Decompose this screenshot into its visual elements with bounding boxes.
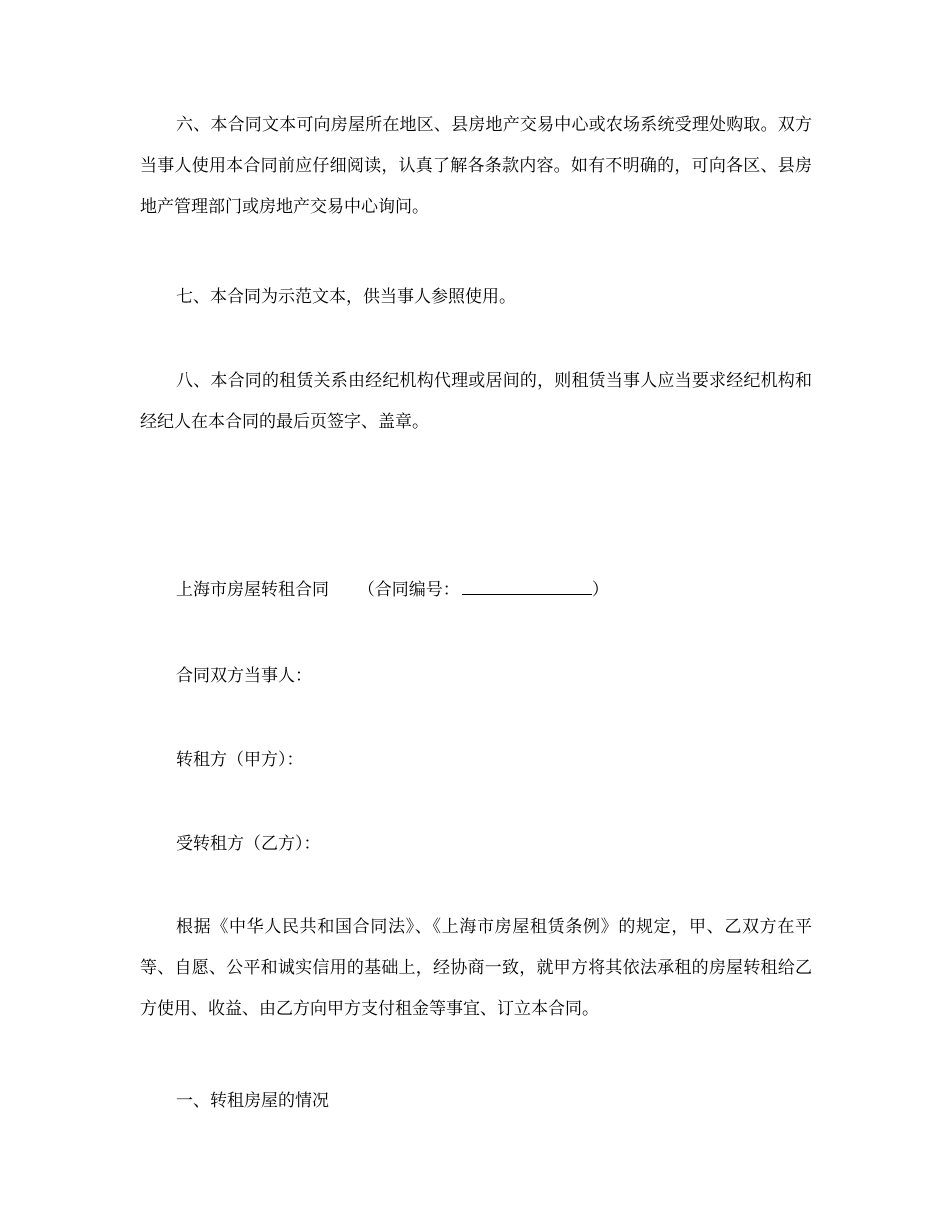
contract-number-blank[interactable] xyxy=(462,579,592,595)
parties-label: 合同双方当事人： xyxy=(176,666,312,686)
party-b-label: 受转租方（乙方）： xyxy=(176,834,321,854)
contract-preamble: 根据《中华人民共和国合同法》、《上海市房屋租赁条例》的规定，甲、乙双方在平等、自愿、公平和诚实信用的基础上，经协商一致，就甲方将其依法承租的房屋转租给乙方使用、收益、由乙方向甲方支付租金等事宜、订立本合同。 xyxy=(140,917,812,1019)
contract-title: 上海市房屋转租合同 xyxy=(176,580,329,600)
party-a-label: 转租方（甲方）： xyxy=(176,750,304,770)
contract-number-close: ） xyxy=(591,580,609,600)
clause-eight: 八、本合同的租赁关系由经纪机构代理或居间的，则租赁当事人应当要求经纪机构和经纪人在本合同的最后页签字、盖章。 xyxy=(140,371,812,432)
clause-seven: 七、本合同为示范文本，供当事人参照使用。 xyxy=(176,287,516,307)
contract-number-label: （合同编号： xyxy=(357,580,460,600)
clause-six: 六、本合同文本可向房屋所在地区、县房地产交易中心或农场系统受理处购取。双方当事人使用本合同前应仔细阅读，认真了解各条款内容。如有不明确的，可向各区、县房地产管理部门或房地产交易中心询问。 xyxy=(140,115,812,217)
section-one-heading: 一、转租房屋的情况 xyxy=(176,1091,329,1111)
contract-title-line xyxy=(176,578,609,602)
